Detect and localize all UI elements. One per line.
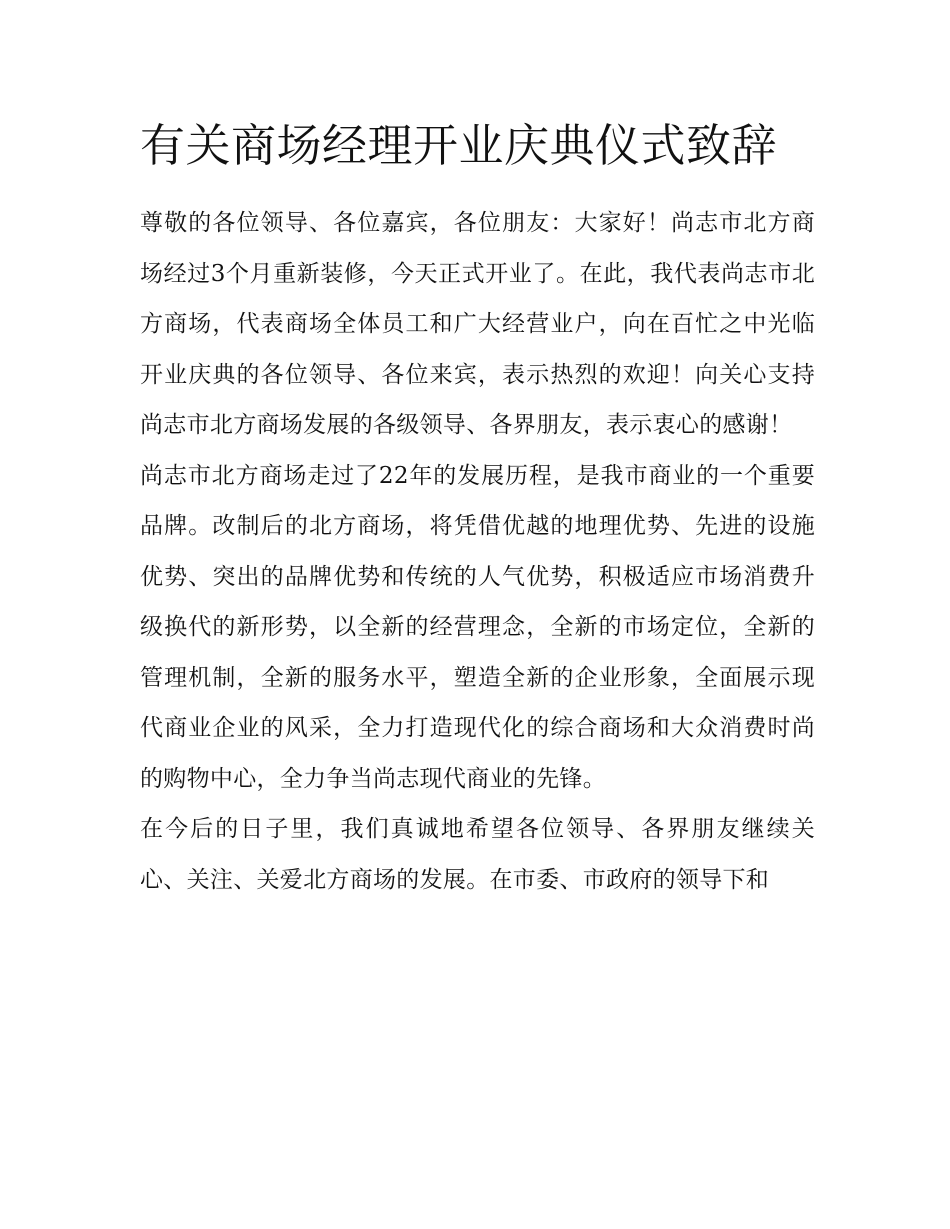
document-page <box>140 112 815 905</box>
paragraph-welcome: 尊敬的各位领导、各位嘉宾，各位朋友：大家好！尚志市北方商场经过3个月重新装修，今天正式开业了。在此，我代表尚志市北方商场，代表商场全体员工和广大经营业户，向在百忙之中光临开业庆典的各位领导、各位来宾，表示热烈的欢迎！向关心支持尚志市北方商场发展的各级领导、各界朋友，表示衷心的感谢！ <box>140 210 815 438</box>
document-title: 有关商场经理开业庆典仪式致辞 <box>140 119 778 172</box>
paragraph-history: 尚志市北方商场走过了22年的发展历程，是我市商业的一个重要品牌。改制后的北方商场，将凭借优越的地理优势、先进的设施优势、突出的品牌优势和传统的人气优势，积极适应市场消费升级换代的新形势，以全新的经营理念，全新的市场定位，全新的管理机制，全新的服务水平，塑造全新的企业形象，全面展示现代商业企业的风采，全力打造现代化的综合商场和大众消费时尚的购物中心，全力争当尚志现代商业的先锋。 <box>140 462 815 792</box>
paragraph-future: 在今后的日子里，我们真诚地希望各位领导、各界朋友继续关心、关注、关爱北方商场的发展。在市委、市政府的领导下和 <box>140 816 815 893</box>
